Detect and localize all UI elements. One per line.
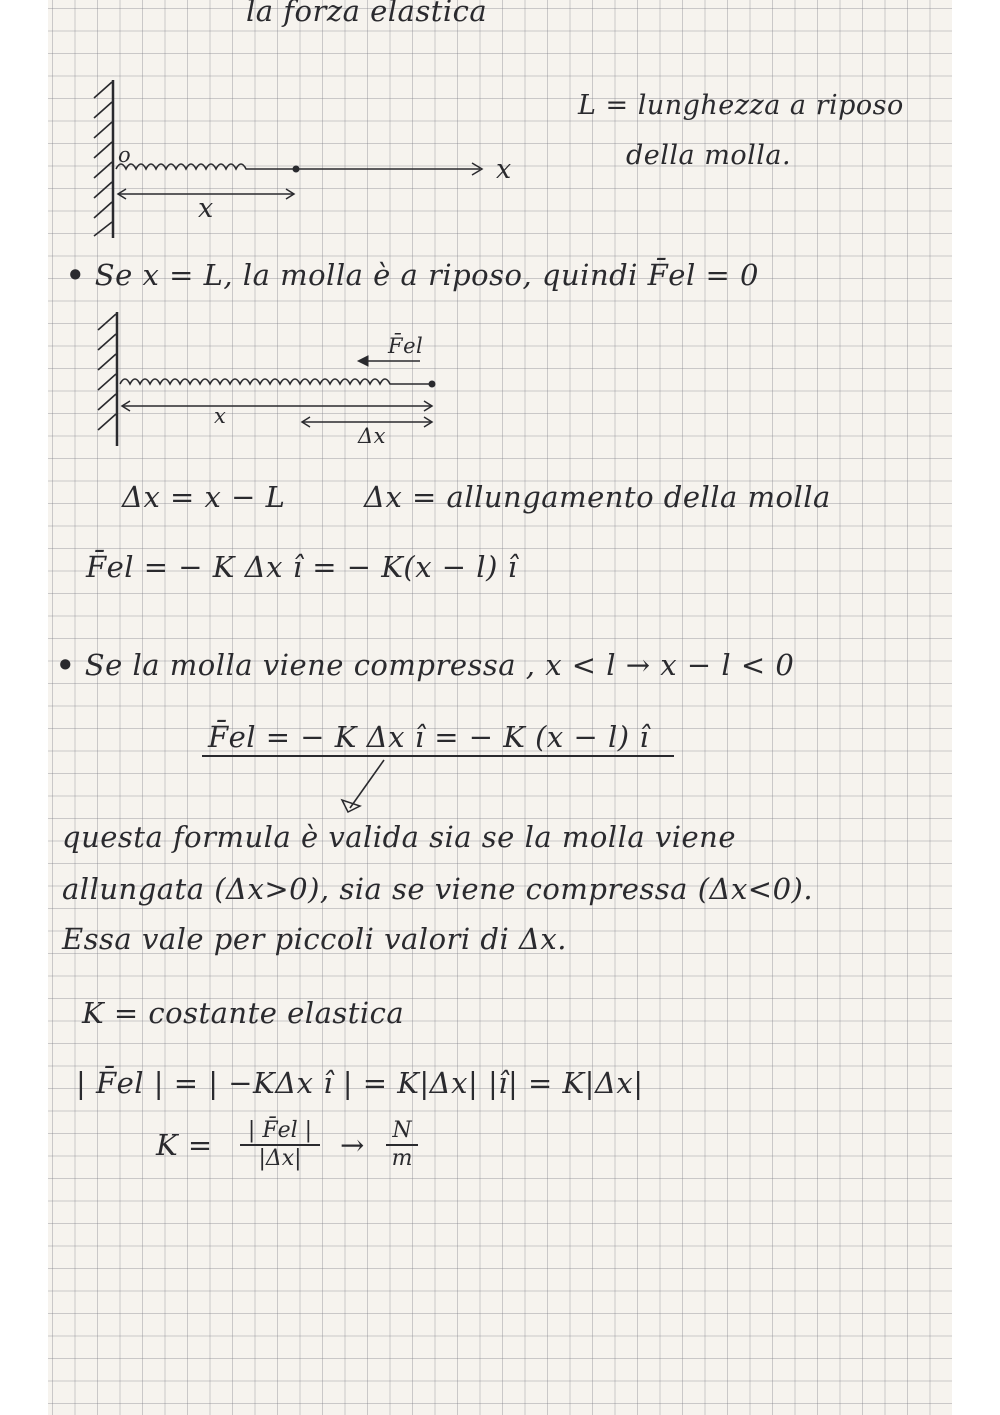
- rest-length-note-line1: L = lunghezza a riposo: [578, 90, 904, 121]
- equation-general-force: F̄el = − K Δx î = − K (x − l) î: [208, 720, 650, 754]
- force-label: F̄el: [388, 334, 424, 358]
- bullet-compressed-text: Se la molla viene compressa , x < l → x − l < 0: [84, 648, 795, 682]
- dx-label: Δx: [358, 424, 387, 448]
- paragraph-line-3: Essa vale per piccoli valori di Δx.: [62, 922, 567, 956]
- x-label: x: [214, 404, 227, 428]
- units-arrow: →: [340, 1128, 365, 1162]
- unit-numerator: N: [392, 1118, 412, 1143]
- underline-and-pointer: [200, 750, 680, 820]
- k-definition: K = costante elastica: [82, 996, 405, 1030]
- unit-denominator: m: [391, 1146, 413, 1171]
- length-label-x: x: [198, 193, 214, 224]
- wall-hatch: [94, 82, 112, 236]
- pointer-arrow-line: [350, 760, 384, 808]
- bullet-rest-text: Se x = L, la molla è a riposo, quindi F̄el = 0: [94, 258, 759, 292]
- equation-elastic-force: F̄el = − K Δx î = − K(x − l) î: [86, 550, 518, 584]
- spring-coil: [116, 164, 296, 169]
- bullet-dot: •: [66, 258, 86, 292]
- equation-delta-x: Δx = x − L: [122, 480, 286, 514]
- wall-hatch: [98, 314, 116, 430]
- axis-label-x: x: [496, 154, 512, 185]
- spring-figure-stretched: [80, 308, 460, 453]
- paragraph-line-1: questa formula è valida sia se la molla viene: [62, 820, 737, 854]
- spring-figure-rest: [80, 70, 540, 250]
- paragraph-line-2: allungata (Δx>0), sia se viene compressa (Δx<0).: [62, 872, 814, 906]
- unit-fraction: [382, 1118, 422, 1172]
- origin-label: o: [118, 143, 132, 167]
- equation-modulus: | F̄el | = | −KΔx î | = K|Δx| |î| = K|Δx|: [76, 1066, 644, 1100]
- spring-end-point: [429, 381, 436, 388]
- k-lhs: K =: [156, 1128, 213, 1162]
- rest-length-note-line2: della molla.: [626, 140, 792, 171]
- k-fraction: [236, 1118, 324, 1172]
- k-numerator: | F̄el |: [247, 1118, 313, 1143]
- k-denominator: |Δx|: [258, 1146, 302, 1171]
- page-title: la forza elastica: [246, 0, 488, 28]
- equation-delta-x-definition: Δx = allungamento della molla: [364, 480, 831, 514]
- bullet-rest-case: [66, 258, 759, 292]
- spring-coil-stretched: [120, 379, 430, 384]
- bullet-compressed-case: [56, 648, 794, 682]
- bullet-dot: •: [56, 648, 76, 682]
- force-arrowhead: [358, 356, 368, 366]
